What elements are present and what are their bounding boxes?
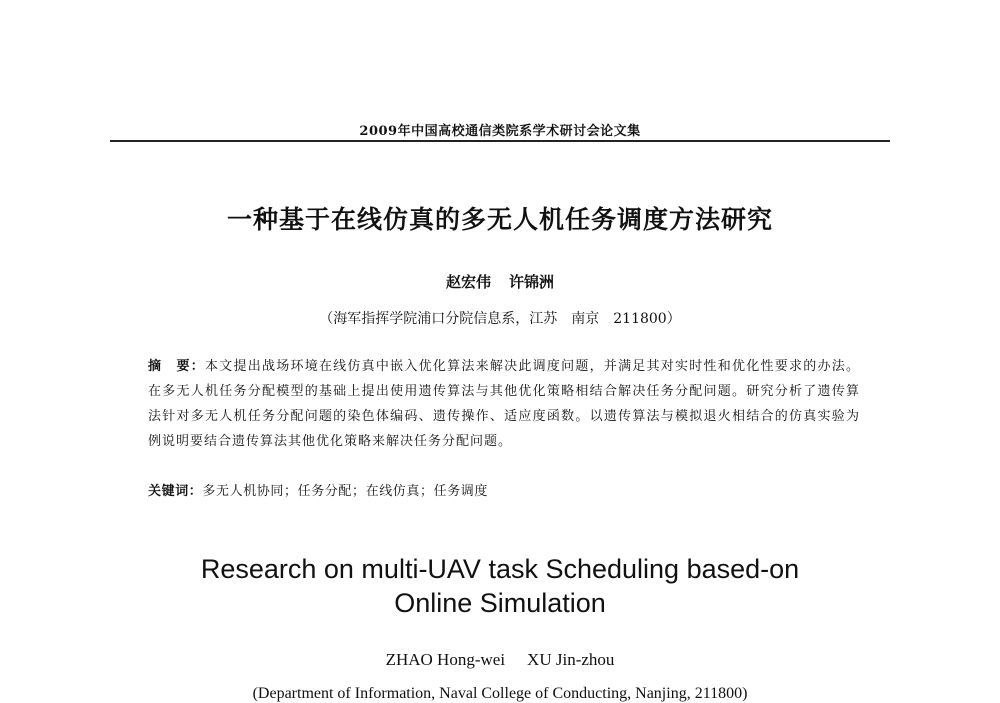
author-en-1: ZHAO Hong-wei <box>385 650 506 669</box>
keywords-chinese <box>148 479 860 504</box>
abstract-chinese <box>148 354 860 454</box>
header-rule <box>110 140 890 142</box>
title-english-line-2: Online Simulation <box>394 588 606 618</box>
abstract-text: 本文提出战场环境在线仿真中嵌入优化算法来解决此调度问题，并满足其对实时性和优化性要求的办法。在多无人机任务分配模型的基础上提出使用遗传算法与其他优化策略相结合解决任务分配问题。研究分析了遗传算法针对多无人机任务分配问题的染色体编码、遗传操作、适应度函数。以遗传算法与模拟退火相结合的仿真实验为例说明要结合遗传算法其他优化策略来解决任务分配问题。 <box>148 359 860 449</box>
title-english-line-1: Research on multi-UAV task Scheduling based-on <box>200 554 800 584</box>
running-header: 2009年中国高校通信类院系学术研讨会论文集 <box>359 124 641 139</box>
title-english <box>0 552 1000 620</box>
authors-english <box>0 650 1000 670</box>
keywords-label: 关键词： <box>148 484 203 499</box>
author-en-2: XU Jin-zhou <box>527 650 615 669</box>
affiliation-english: (Department of Information, Naval College of Conducting, Nanjing, 211800) <box>252 685 748 702</box>
authors-chinese <box>0 271 1000 292</box>
author-cn-2: 许锦洲 <box>509 273 555 291</box>
title-chinese: 一种基于在线仿真的多无人机任务调度方法研究 <box>226 205 773 234</box>
author-cn-1: 赵宏伟 <box>445 273 491 291</box>
affiliation-chinese: （海军指挥学院浦口分院信息系，江苏 南京 211800） <box>319 311 681 327</box>
abstract-label: 摘 要： <box>148 359 205 374</box>
keywords-text: 多无人机协同；任务分配；在线仿真；任务调度 <box>202 484 489 499</box>
